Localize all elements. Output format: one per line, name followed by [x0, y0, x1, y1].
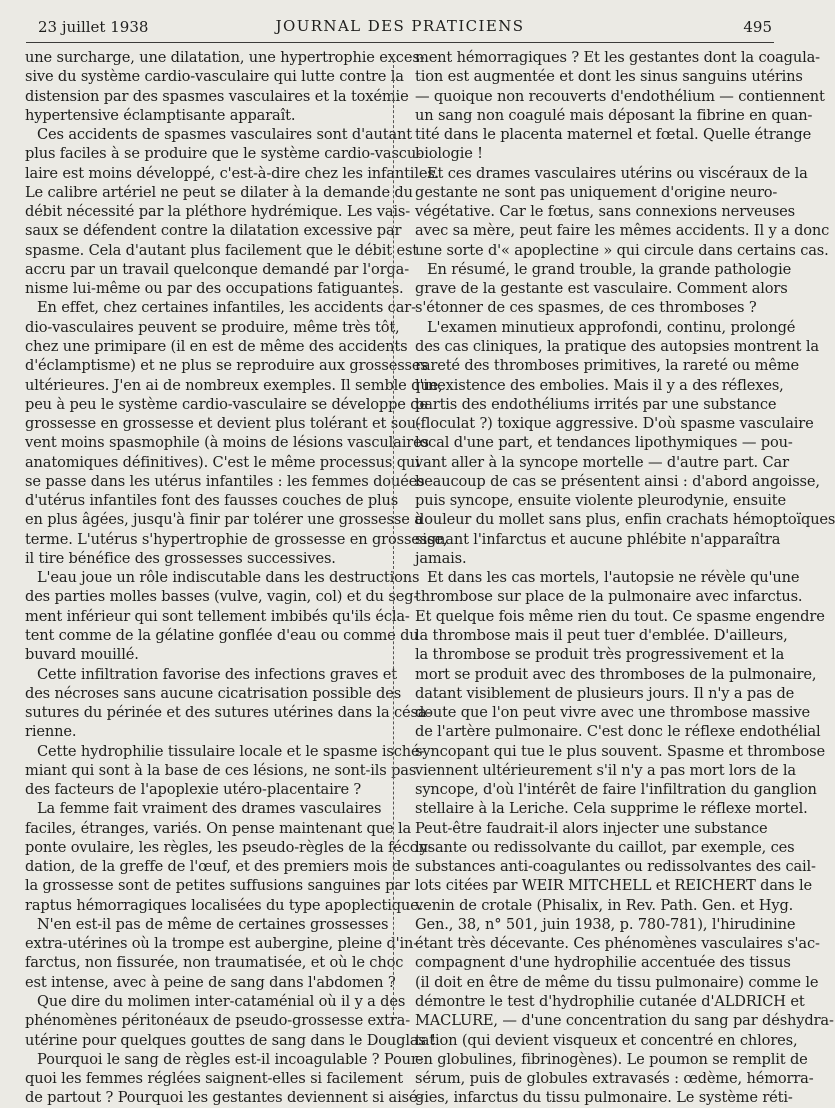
text-line: de l'artère pulmonaire. C'est donc le réflexe endothélial [415, 723, 821, 741]
text-line: végétative. Car le fœtus, sans connexions nerveuses [415, 203, 795, 221]
text-line: stellaire à la Leriche. Cela supprime le réflexe mortel. [415, 800, 808, 818]
text-line: N'en est-il pas de même de certaines grossesses [37, 915, 389, 933]
text-line: Et dans les cas mortels, l'autopsie ne révèle qu'une [427, 569, 800, 587]
text-line: nisme lui-même ou par des occupations fatiguantes. [25, 280, 404, 298]
text-line: Pourquoi le sang de règles est-il incoagulable ? Pour- [37, 1050, 423, 1068]
text-line: venin de crotale (Phisalix, in Rev. Path. Gen. et Hyg. [415, 896, 794, 914]
text-line: compagnent d'une hydrophilie accentuée des tissus [415, 954, 791, 972]
text-line: il tire bénéfice des grossesses successives. [25, 549, 336, 567]
text-line: des facteurs de l'apoplexie utéro-placentaire ? [25, 781, 362, 799]
running-header [26, 12, 774, 43]
text-line: La femme fait vraiment des drames vasculaires [37, 800, 382, 818]
text-line: rareté des thromboses primitives, la rareté ou même [415, 357, 800, 375]
text-line: la grossesse sont de petites suffusions sanguines par [25, 877, 410, 895]
text-line: douleur du mollet sans plus, enfin crachats hémoptoïques [415, 511, 835, 529]
text-line: Cette infiltration favorise des infections graves et [37, 665, 398, 683]
text-line: doute que l'on peut vivre avec une thrombose massive [415, 704, 810, 722]
text-line: en globulines, fibrinogènes). Le poumon se remplit de [415, 1050, 808, 1068]
text-line: spasme. Cela d'autant plus facilement que le débit est [25, 241, 419, 259]
text-line: des parties molles basses (vulve, vagin, col) et du seg- [25, 588, 419, 606]
text-line: des nécroses sans aucune cicatrisation possible des [25, 684, 402, 702]
text-line: Et ces drames vasculaires utérins ou viscéraux de la [427, 164, 808, 182]
text-line: substances anti-coagulantes ou redissolvantes des cail- [415, 858, 816, 876]
text-line: s'étonner de ces spasmes, de ces thromboses ? [415, 299, 757, 317]
text-line: phénomènes péritonéaux de pseudo-grossesse extra- [25, 1012, 410, 1030]
text-line: grave de la gestante est vasculaire. Comment alors [415, 280, 788, 298]
text-line: tion est augmentée et dont les sinus sanguins utérins [415, 68, 803, 86]
text-line: local d'une part, et tendances lipothymiques — pou- [415, 434, 793, 452]
text-line: une sorte d'« apoplectine » qui circule dans certains cas. [415, 241, 829, 259]
text-line: lysante ou redissolvante du caillot, par exemple, ces [415, 838, 795, 856]
text-line: la thrombose mais il peut tuer d'emblée. D'ailleurs, [415, 626, 788, 644]
text-line: des cas cliniques, la pratique des autopsies montrent la [415, 337, 819, 355]
text-line: ponte ovulaire, les règles, les pseudo-règles de la fécon- [25, 838, 433, 856]
text-line: avec sa mère, peut faire les mêmes accidents. Il y a donc [415, 222, 830, 240]
text-line: En résumé, le grand trouble, la grande pathologie [427, 260, 792, 278]
text-line: — quoique non recouverts d'endothélium — contiennent [415, 87, 825, 105]
text-line: L'eau joue un rôle indiscutable dans les destructions [37, 569, 420, 587]
text-line: ultérieures. J'en ai de nombreux exemples. Il semble que, [25, 376, 443, 394]
text-line: ment inférieur qui sont tellement imbibés qu'ils écla- [25, 607, 410, 625]
text-line: sérum, puis de globules extravasés : œdème, hémorra- [415, 1070, 814, 1088]
text-line: est intense, avec à peine de sang dans l'abdomen ? [25, 973, 396, 991]
text-line: l'inexistence des embolies. Mais il y a des réflexes, [415, 376, 784, 394]
text-line: gestante ne sont pas uniquement d'origine neuro- [415, 183, 778, 201]
text-line: terme. L'utérus s'hypertrophie de grossesse en grossesse, [25, 530, 448, 548]
text-line: Et quelque fois même rien du tout. Ce spasme engendre [415, 607, 825, 625]
journal-title: JOURNAL DES PRATICIENS [275, 17, 525, 35]
text-line: saux se défendent contre la dilatation excessive par [25, 222, 402, 240]
column-divider [393, 60, 394, 1020]
text-line: viennent ultérieurement s'il n'y a pas mort lors de la [415, 761, 796, 779]
text-line: vant aller à la syncope mortelle — d'autre part. Car [415, 453, 789, 471]
text-line: étant très décevante. Ces phénomènes vasculaires s'ac- [415, 935, 820, 953]
text-line: Cette hydrophilie tissulaire locale et le spasme isché- [37, 742, 425, 760]
text-line: mort se produit avec des thromboses de la pulmonaire, [415, 665, 817, 683]
text-line: chez une primipare (il en est de même des accidents [25, 337, 408, 355]
text-line: gies, infarctus du tissu pulmonaire. Le système réti- [415, 1089, 793, 1107]
text-line: de partout ? Pourquoi les gestantes deviennent si aisé- [25, 1089, 423, 1107]
text-line: démontre le test d'hydrophilie cutanée d'ALDRICH et [415, 993, 805, 1011]
text-line: thrombose sur place de la pulmonaire avec infarctus. [415, 588, 803, 606]
text-line: dio-vasculaires peuvent se produire, même très tôt, [25, 318, 400, 336]
text-line: utérine pour quelques gouttes de sang dans le Douglas ! [25, 1031, 436, 1049]
text-line: ment hémorragiques ? Et les gestantes dont la coagula- [415, 49, 820, 66]
text-line: distension par des spasmes vasculaires et la toxémie [25, 87, 409, 105]
text-line: jamais. [415, 549, 467, 567]
text-line: beaucoup de cas se présentent ainsi : d'abord angoisse, [415, 472, 820, 490]
text-line: raptus hémorragiques localisées du type apoplectique. [25, 896, 424, 914]
text-line: L'examen minutieux approfondi, continu, prolongé [427, 318, 796, 336]
text-line: anatomiques définitives). C'est le même processus qui [25, 453, 420, 471]
text-line: datant visiblement de plusieurs jours. Il n'y a pas de [415, 684, 795, 702]
text-line: en plus âgées, jusqu'à finir par tolérer une grossesse à [25, 511, 423, 529]
text-line: débit nécessité par la pléthore hydrémique. Les vais- [25, 203, 411, 221]
text-line: vent moins spasmophile (à moins de lésions vasculaires [25, 434, 429, 452]
text-line: MACLURE, — d'une concentration du sang par déshydra- [415, 1012, 834, 1030]
text-line: Peut-être faudrait-il alors injecter une substance [415, 819, 768, 837]
right-column [415, 48, 835, 1107]
text-line: signant l'infarctus et aucune phlébite n'apparaîtra [415, 530, 781, 548]
text-line: sutures du périnée et des sutures utérines dans la césa- [25, 704, 432, 722]
text-line: peu à peu le système cardio-vasculaire se développe de [25, 395, 428, 413]
text-line: tation (qui devient visqueux et concentré en chlores, [415, 1031, 798, 1049]
text-line: Ces accidents de spasmes vasculaires sont d'autant [37, 126, 413, 144]
text-line: buvard mouillé. [25, 646, 139, 664]
text-line: En effet, chez certaines infantiles, les accidents car- [37, 299, 416, 317]
page-number: 495 [743, 18, 772, 36]
text-line: (il doit en être de même du tissu pulmonaire) comme le [415, 973, 819, 991]
text-line: quoi les femmes réglées saignent-elles si facilement [25, 1070, 403, 1088]
text-line: Que dire du molimen inter-cataménial où il y a des [37, 993, 406, 1011]
text-line: une surcharge, une dilatation, une hypertrophie exces- [25, 49, 425, 66]
text-line: grossesse en grossesse et devient plus tolérant et sou- [25, 415, 421, 433]
text-line: dation, de la greffe de l'œuf, et des premiers mois de [25, 858, 410, 876]
text-line: tent comme de la gélatine gonflée d'eau ou comme du [25, 626, 419, 644]
text-line: plus faciles à se produire que le système cardio-vascu- [25, 145, 421, 163]
text-line: se passe dans les utérus infantiles : les femmes douées [25, 472, 425, 490]
text-line: extra-utérines où la trompe est aubergine, pleine d'in- [25, 935, 419, 953]
header-date: 23 juillet 1938 [38, 18, 149, 36]
text-line: farctus, non fissurée, non traumatisée, et où le choc [25, 954, 404, 972]
text-line: biologie ! [415, 145, 483, 163]
text-line: syncope, d'où l'intérêt de faire l'infiltration du ganglion [415, 781, 817, 799]
text-line: syncopant qui tue le plus souvent. Spasme et thrombose [415, 742, 826, 760]
text-line: tité dans le placenta maternel et fœtal. Quelle étrange [415, 126, 812, 144]
text-line: puis syncope, ensuite violente pleurodynie, ensuite [415, 492, 786, 510]
text-line: Le calibre artériel ne peut se dilater à la demande du [25, 183, 413, 201]
text-line: accru par un travail quelconque demandé par l'orga- [25, 260, 409, 278]
text-line: rienne. [25, 723, 77, 741]
text-line: laire est moins développé, c'est-à-dire chez les infantiles. [25, 164, 440, 182]
text-line: sive du système cardio-vasculaire qui lutte contre la [25, 68, 404, 86]
text-line: un sang non coagulé mais déposant la fibrine en quan- [415, 106, 813, 124]
text-line: Gen., 38, n° 501, juin 1938, p. 780-781), l'hirudinine [415, 915, 796, 933]
text-line: (floculat ?) toxique aggressive. D'où spasme vasculaire [415, 415, 814, 433]
text-line: hypertensive éclamptisante apparaît. [25, 106, 296, 124]
text-line: partis des endothéliums irrités par une substance [415, 395, 777, 413]
text-line: faciles, étranges, variés. On pense maintenant que la [25, 819, 412, 837]
text-line: d'utérus infantiles font des fausses couches de plus [25, 492, 399, 510]
text-line: lots citées par WEIR MITCHELL et REICHERT dans le [415, 877, 812, 895]
text-line: miant qui sont à la base de ces lésions, ne sont-ils pas [25, 761, 417, 779]
text-line: d'éclamptisme) et ne plus se reproduire aux grossesses [25, 357, 428, 375]
text-line: la thrombose se produit très progressivement et la [415, 646, 785, 664]
